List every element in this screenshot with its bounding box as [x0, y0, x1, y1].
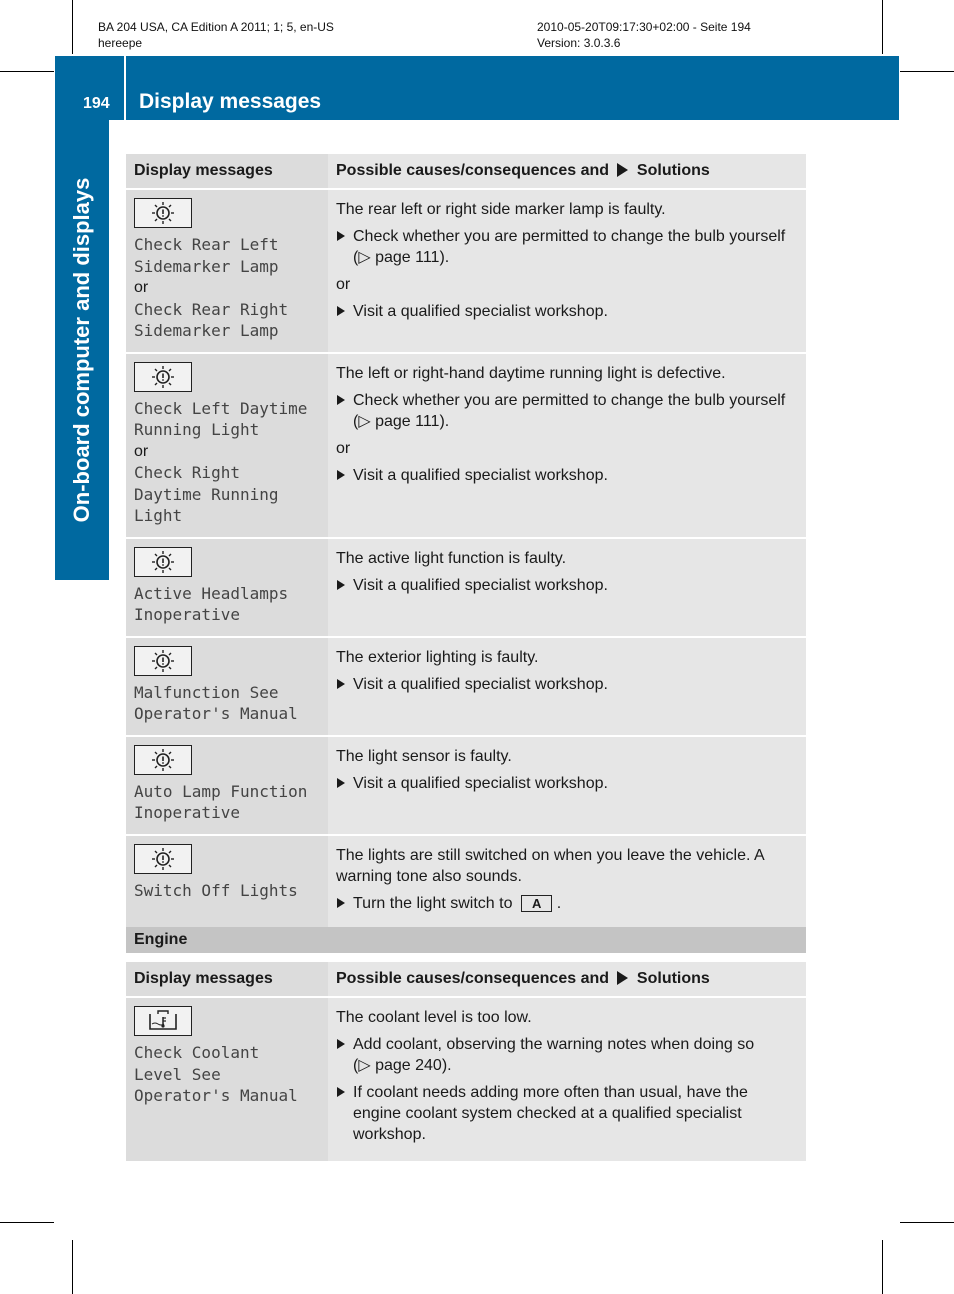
display-message-text: Sidemarker Lamp [134, 256, 279, 276]
col-header-messages: Display messages [126, 962, 328, 997]
display-message-text: Inoperative [134, 605, 240, 624]
or-text: or [336, 439, 351, 457]
display-message-text: Check Rear Right [134, 299, 289, 319]
message-cell [126, 538, 328, 637]
col-header-solutions-text: Solutions [636, 162, 710, 179]
display-message-text: Auto Lamp Function [134, 781, 308, 801]
lights-messages-table [126, 154, 806, 930]
solution-step [336, 893, 798, 914]
light-warning-icon [134, 547, 192, 577]
solution-cell [328, 353, 806, 538]
display-message-text: Check Coolant [134, 1043, 260, 1062]
table-header [126, 962, 806, 997]
solution-step: Visit a qualified specialist workshop. [336, 773, 798, 794]
meta-left-line1: BA 204 USA, CA Edition A 2011; 1; 5, en-US [98, 20, 334, 34]
crop-mark [72, 0, 73, 54]
solution-cell [328, 538, 806, 637]
cause-text: The coolant level is too low. [336, 1009, 532, 1026]
light-warning-icon [134, 646, 192, 676]
display-message-text: Running Light [134, 420, 260, 439]
col-header-solutions-text: Solutions [636, 970, 710, 987]
cause-text: The light sensor is faulty. [336, 747, 512, 765]
arrow-icon [617, 971, 628, 985]
col-header-messages: Display messages [126, 154, 328, 189]
display-message-text: Sidemarker Lamp [134, 321, 279, 340]
light-warning-icon [134, 198, 192, 228]
crop-mark [882, 1240, 883, 1294]
meta-right-line2: Version: 3.0.3.6 [537, 36, 621, 50]
table-row [126, 835, 806, 930]
engine-messages-table [126, 962, 806, 1161]
solution-cell [328, 835, 806, 930]
step-text: Add coolant, observing the warning notes when doing so [353, 1036, 755, 1053]
col-header-causes [328, 962, 806, 997]
crop-mark [72, 1240, 73, 1294]
crop-mark [0, 71, 54, 72]
or-text: or [134, 279, 149, 296]
display-message-text: Active Headlamps [134, 583, 289, 603]
display-message-text: Light [134, 506, 183, 525]
cause-text: The rear left or right side marker lamp is faulty. [336, 201, 666, 218]
crop-mark [900, 1222, 954, 1223]
print-meta-left [98, 19, 334, 51]
table-row [126, 736, 806, 835]
page-reference: (▷ page 240). [353, 1057, 452, 1074]
or-text: or [134, 442, 149, 460]
message-cell [126, 637, 328, 736]
coolant-level-icon [134, 1006, 192, 1036]
message-cell [126, 997, 328, 1161]
step-end: . [556, 894, 562, 912]
crop-mark [882, 0, 883, 54]
cause-text: The active light function is faulty. [336, 549, 567, 567]
solution-cell [328, 736, 806, 835]
page-reference: (▷ page 111). [353, 412, 450, 430]
table-row [126, 637, 806, 736]
light-switch-auto-icon: A [521, 895, 552, 912]
cause-text: The lights are still switched on when you leave the vehicle. A warning tone also sounds. [336, 846, 764, 885]
display-message-text: Inoperative [134, 803, 240, 822]
solution-step [336, 390, 798, 432]
page-number: 194 [83, 95, 110, 112]
solution-step: Visit a qualified specialist workshop. [336, 575, 798, 596]
display-message-text: Malfunction See [134, 682, 279, 702]
solution-step [336, 226, 798, 268]
or-text: or [336, 276, 351, 293]
header-divider [124, 56, 126, 120]
page-title: Display messages [139, 90, 322, 113]
message-cell [126, 835, 328, 930]
display-message-text: Operator's Manual [134, 704, 298, 723]
col-header-causes-text: Possible causes/consequences and [336, 970, 610, 987]
display-message-text: Check Right [134, 463, 240, 482]
display-message-text: Operator's Manual [134, 1086, 298, 1105]
table-row [126, 353, 806, 538]
section-heading-engine: Engine [126, 927, 806, 953]
message-cell [126, 736, 328, 835]
light-warning-icon [134, 844, 192, 874]
solution-step: Visit a qualified specialist workshop. [336, 465, 798, 486]
table-header [126, 154, 806, 189]
meta-right-line1: 2010-05-20T09:17:30+02:00 - Seite 194 [537, 20, 751, 34]
cause-text: The exterior lighting is faulty. [336, 648, 539, 666]
cause-text: The left or right-hand daytime running light is defective. [336, 364, 726, 382]
crop-mark [0, 1222, 54, 1223]
page-reference: (▷ page 111). [353, 249, 450, 266]
step-text: Check whether you are permitted to change the bulb yourself [353, 228, 786, 245]
solution-cell [328, 997, 806, 1161]
table-row [126, 189, 806, 353]
display-message-text: Check Rear Left [134, 235, 279, 254]
print-meta-right [537, 19, 751, 51]
light-warning-icon [134, 745, 192, 775]
crop-mark [900, 71, 954, 72]
solution-step [336, 1034, 798, 1076]
solution-step: Visit a qualified specialist workshop. [336, 301, 798, 322]
display-message-text: Switch Off Lights [134, 880, 298, 900]
light-warning-icon [134, 362, 192, 392]
step-text: Turn the light switch to [353, 894, 513, 912]
message-cell [126, 189, 328, 353]
display-message-text: Check Left Daytime [134, 398, 308, 418]
display-message-text: Daytime Running [134, 484, 279, 504]
solution-cell [328, 189, 806, 353]
table-row [126, 538, 806, 637]
col-header-causes [328, 154, 806, 189]
solution-step: If coolant needs adding more often than usual, have the engine coolant system checked at a qualified specialist workshop. [336, 1082, 798, 1145]
solution-step: Visit a qualified specialist workshop. [336, 674, 798, 695]
display-message-text: Level See [134, 1064, 221, 1084]
arrow-icon [617, 163, 628, 177]
step-text: Check whether you are permitted to change the bulb yourself [353, 391, 786, 409]
chapter-title: On-board computer and displays [69, 177, 94, 523]
message-cell [126, 353, 328, 538]
table-row [126, 997, 806, 1161]
meta-left-line2: hereepe [98, 36, 143, 50]
col-header-causes-text: Possible causes/consequences and [336, 162, 610, 179]
solution-cell [328, 637, 806, 736]
